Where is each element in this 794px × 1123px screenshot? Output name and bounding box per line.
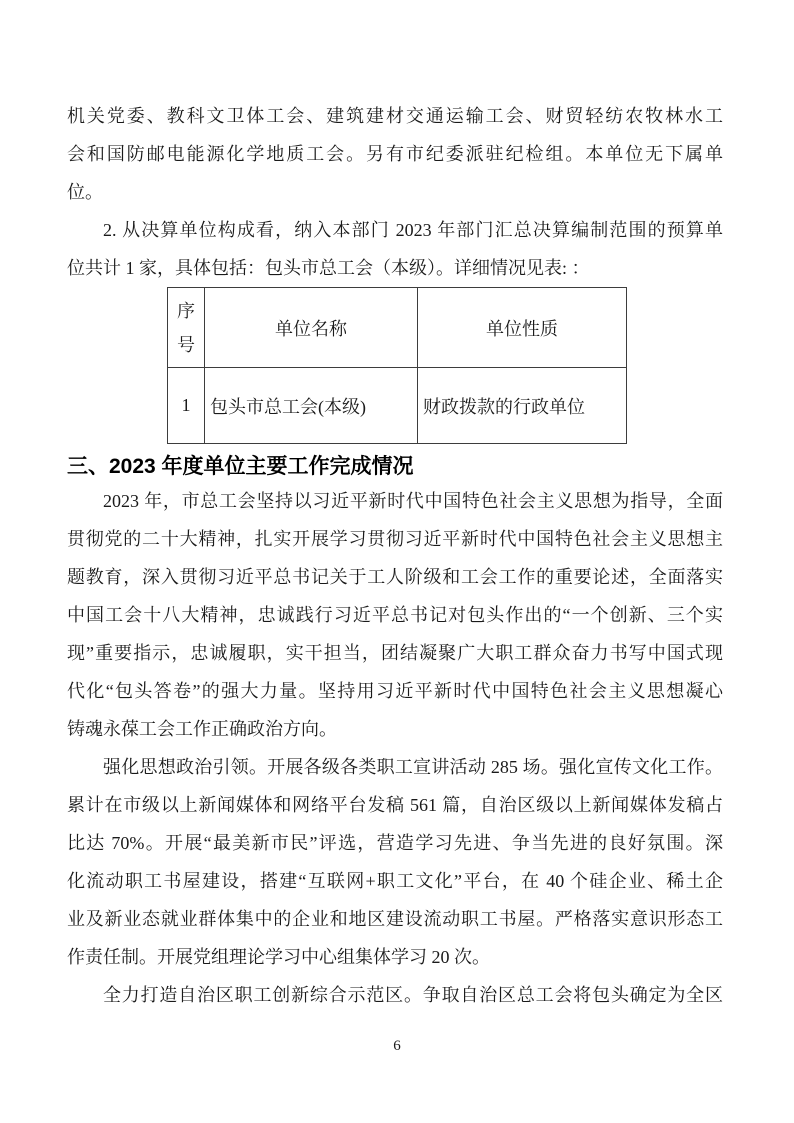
text-line: 位。 — [67, 182, 103, 202]
text-line: 累计在市级以上新闻媒体和网络平台发稿 561 篇，自治区级以上新闻媒体发稿占 — [67, 795, 723, 815]
text-line: 会和国防邮电能源化学地质工会。另有市纪委派驻纪检组。本单位无下属单 — [67, 144, 723, 164]
page-number: 6 — [393, 1038, 401, 1054]
document-content — [67, 0, 723, 1014]
text-line: 2. 从决算单位构成看，纳入本部门 2023 年部门汇总决算编制范围的预算单 — [103, 220, 723, 240]
paragraph-budget-units — [67, 211, 723, 287]
paragraph-ideological-leadership — [67, 748, 723, 976]
table-row — [168, 368, 627, 444]
text-line: 位共计 1 家，具体包括：包头市总工会（本级）。详细情况见表: ： — [67, 258, 590, 278]
section-heading-2023-work: 三、2023 年度单位主要工作完成情况 — [67, 455, 414, 478]
cell-unit-type: 财政拨款的行政单位 — [418, 368, 627, 444]
text-line: 强化思想政治引领。开展各级各类职工宣讲活动 285 场。强化宣传文化工作。 — [103, 757, 723, 777]
units-table-header-row — [168, 288, 627, 368]
text-line: 2023 年，市总工会坚持以习近平新时代中国特色社会主义思想为指导，全面 — [103, 491, 723, 511]
column-header-serial-number: 序号 — [168, 288, 205, 368]
text-line: 业及新业态就业群体集中的企业和地区建设流动职工书屋。严格落实意识形态工 — [67, 909, 723, 929]
text-line: 铸魂永葆工会工作正确政治方向。 — [67, 719, 337, 739]
text-line: 机关党委、教科文卫体工会、建筑建材交通运输工会、财贸轻纺农牧林水工 — [67, 106, 723, 126]
text-line: 代化“包头答卷”的强大力量。坚持用习近平新时代中国特色社会主义思想凝心 — [67, 681, 723, 701]
text-line: 题教育，深入贯彻习近平总书记关于工人阶级和工会工作的重要论述，全面落实 — [67, 567, 723, 587]
paragraph-subordinate-units — [67, 97, 723, 211]
text-line: 作责任制。开展党组理论学习中心组集体学习 20 次。 — [67, 947, 490, 967]
text-line: 化流动职工书屋建设，搭建“互联网+职工文化”平台，在 40 个硅企业、稀土企 — [67, 871, 723, 891]
text-line: 贯彻党的二十大精神，扎实开展学习贯彻习近平新时代中国特色社会主义思想主 — [67, 529, 723, 549]
column-header-unit-type: 单位性质 — [418, 288, 627, 368]
text-line: 现”重要指示，忠诚履职，实干担当，团结凝聚广大职工群众奋力书写中国式现 — [67, 643, 723, 663]
paragraph-guiding-ideology — [67, 482, 723, 748]
column-header-unit-name: 单位名称 — [205, 288, 418, 368]
cell-unit-name: 包头市总工会(本级) — [205, 368, 418, 444]
paragraph-innovation-demonstration-zone — [67, 976, 723, 1014]
cell-serial-number: 1 — [168, 368, 205, 444]
units-table — [167, 287, 627, 444]
text-line: 全力打造自治区职工创新综合示范区。争取自治区总工会将包头确定为全区 — [103, 985, 723, 1005]
text-line: 中国工会十八大精神，忠诚践行习近平总书记对包头作出的“一个创新、三个实 — [67, 605, 723, 625]
text-line: 比达 70%。开展“最美新市民”评选，营造学习先进、争当先进的良好氛围。深 — [67, 833, 723, 853]
